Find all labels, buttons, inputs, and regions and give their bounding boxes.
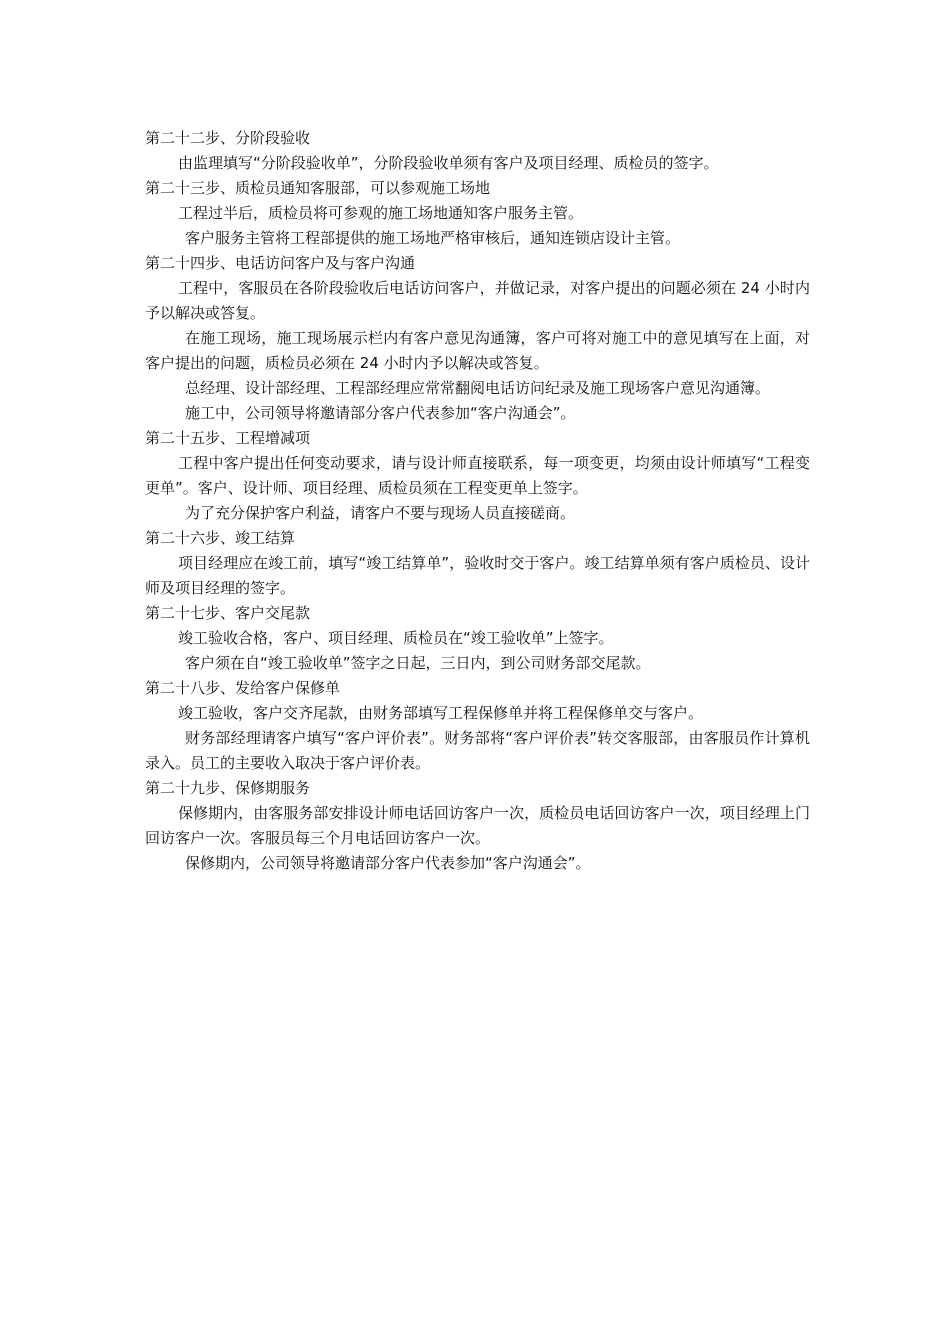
paragraph: 在施工现场，施工现场展示栏内有客户意见沟通簿，客户可将对施工中的意见填写在上面，对客户提出的问题，质检员必须在 24 小时内予以解决或答复。 (145, 329, 810, 372)
paragraph: 竣工验收合格，客户、项目经理、质检员在“竣工验收单”上签字。 (178, 629, 614, 647)
section-heading: 第二十六步、竣工结算 (145, 529, 296, 547)
paragraph: 财务部经理请客户填写“客户评价表”。财务部将“客户评价表”转交客服部，由客服员作计算机录入。员工的主要收入取决于客户评价表。 (145, 729, 810, 772)
paragraph: 工程中客户提出任何变动要求，请与设计师直接联系，每一项变更，均须由设计师填写“工程变更单”。客户、设计师、项目经理、质检员须在工程变更单上签字。 (145, 454, 810, 497)
paragraph: 工程中，客服员在各阶段验收后电话访问客户，并做记录，对客户提出的问题必须在 24 小时内予以解决或答复。 (145, 279, 810, 322)
section-heading: 第二十四步、电话访问客户及与客户沟通 (145, 254, 416, 272)
paragraph: 保修期内，由客服务部安排设计师电话回访客户一次，质检员电话回访客户一次，项目经理上门回访客户一次。客服员每三个月电话回访客户一次。 (145, 804, 810, 847)
paragraph: 为了充分保护客户利益，请客户不要与现场人员直接磋商。 (185, 504, 576, 522)
section-heading: 第二十二步、分阶段验收 (145, 129, 311, 147)
section-heading: 第二十八步、发给客户保修单 (145, 679, 341, 697)
document-page (145, 126, 810, 876)
paragraph: 保修期内，公司领导将邀请部分客户代表参加“客户沟通会”。 (185, 854, 591, 872)
paragraph: 施工中，公司领导将邀请部分客户代表参加“客户沟通会”。 (185, 404, 576, 422)
paragraph: 竣工验收，客户交齐尾款，由财务部填写工程保修单并将工程保修单交与客户。 (178, 704, 704, 722)
section-heading: 第二十九步、保修期服务 (145, 779, 311, 797)
section-heading: 第二十五步、工程增减项 (145, 429, 311, 447)
paragraph: 工程过半后，质检员将可参观的施工场地通知客户服务主管。 (178, 204, 584, 222)
paragraph: 客户须在自“竣工验收单”签字之日起，三日内，到公司财务部交尾款。 (185, 654, 651, 672)
paragraph: 总经理、设计部经理、工程部经理应常常翻阅电话访问纪录及施工现场客户意见沟通簿。 (185, 379, 771, 397)
section-heading: 第二十七步、客户交尾款 (145, 604, 311, 622)
paragraph: 项目经理应在竣工前，填写“竣工结算单”，验收时交于客户。竣工结算单须有客户质检员、设计师及项目经理的签字。 (145, 554, 810, 597)
paragraph: 由监理填写“分阶段验收单”，分阶段验收单须有客户及项目经理、质检员的签字。 (178, 154, 719, 172)
section-heading: 第二十三步、质检员通知客服部，可以参观施工场地 (145, 179, 491, 197)
paragraph: 客户服务主管将工程部提供的施工场地严格审核后，通知连锁店设计主管。 (185, 229, 681, 247)
